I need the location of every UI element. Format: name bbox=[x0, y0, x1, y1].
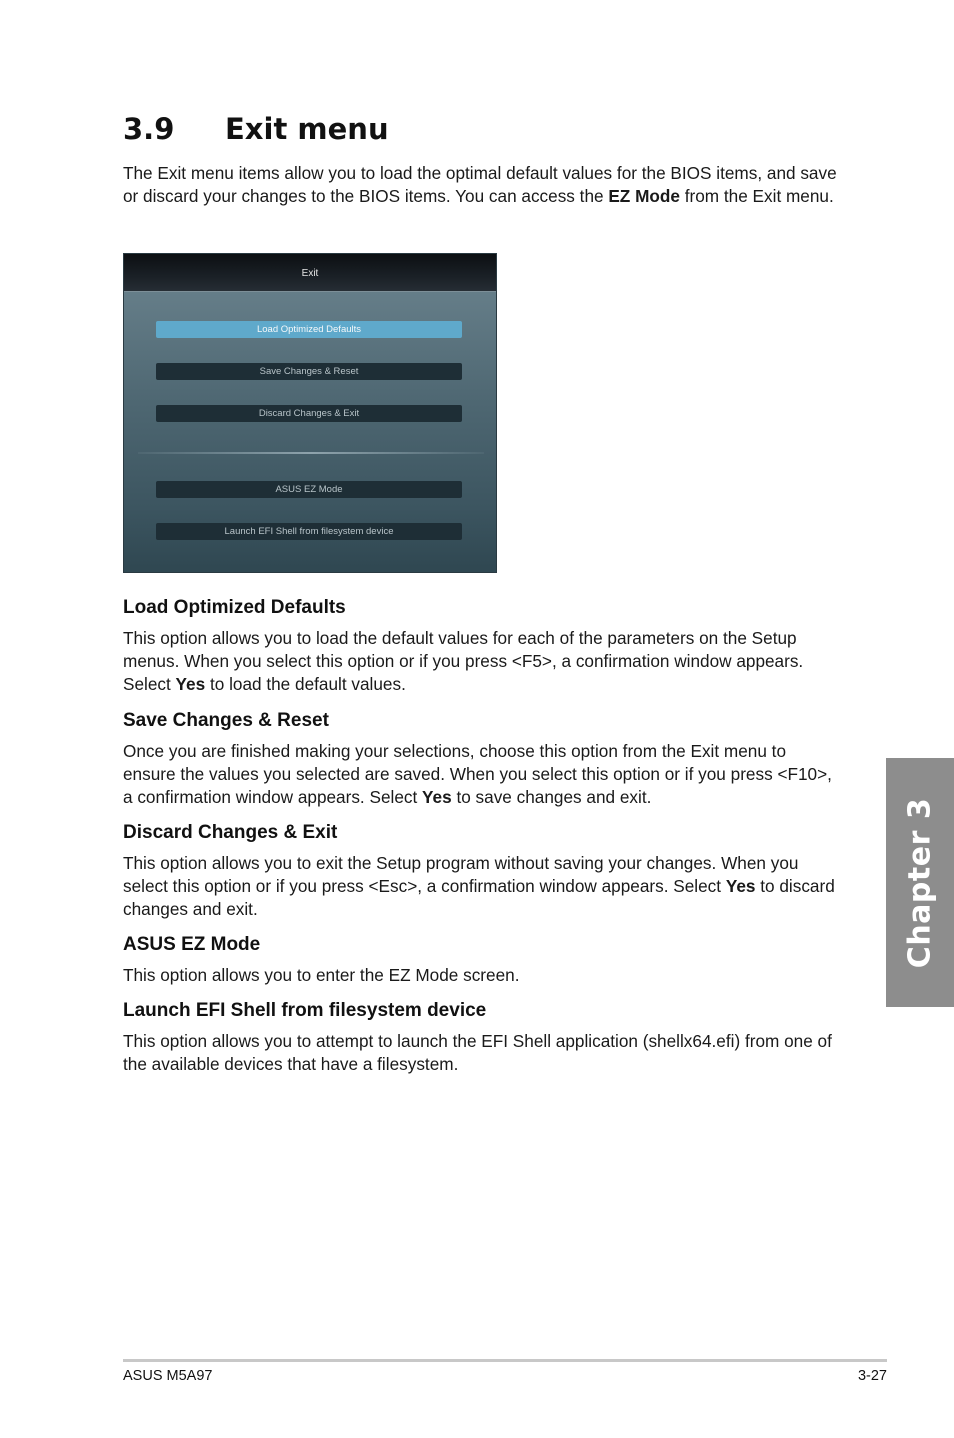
section-number: 3.9 bbox=[123, 112, 175, 146]
load-defaults-desc: This option allows you to load the default values for each of the parameters on the Setup menus. When you select this option or if you press <F5>, a confirmation window appears. Select bbox=[123, 628, 804, 694]
discard-exit-desc: This option allows you to exit the Setup program without saving your changes. When you select this option or if you press <Esc>, a confirmation window appears. Select bbox=[123, 853, 799, 896]
discard-exit-text bbox=[123, 852, 843, 921]
bios-item-load-optimized-defaults[interactable]: Load Optimized Defaults bbox=[156, 321, 462, 338]
ez-mode-text: This option allows you to enter the EZ Mode screen. bbox=[123, 965, 520, 985]
footer-product-name: ASUS M5A97 bbox=[123, 1368, 213, 1384]
footer-page-number: 3-27 bbox=[857, 1368, 887, 1384]
efi-shell-text: This option allows you to attempt to launch the EFI Shell application (shellx64.efi) from one of the available devices that have a filesystem. bbox=[123, 1031, 832, 1074]
chapter-tab-label: Chapter 3 bbox=[902, 797, 938, 968]
ez-mode-heading: ASUS EZ Mode bbox=[123, 934, 261, 955]
bios-divider bbox=[138, 452, 484, 454]
intro-paragraph bbox=[123, 162, 843, 208]
efi-shell-heading: Launch EFI Shell from filesystem device bbox=[123, 1000, 487, 1021]
save-reset-yes: Yes bbox=[422, 787, 452, 807]
footer-divider bbox=[123, 1359, 887, 1362]
discard-exit-yes: Yes bbox=[725, 876, 756, 896]
load-defaults-desc-end: to load the default values. bbox=[205, 674, 406, 694]
bios-item-save-changes-reset[interactable]: Save Changes & Reset bbox=[156, 363, 462, 380]
load-defaults-yes: Yes bbox=[175, 674, 206, 694]
bios-item-discard-changes-exit[interactable]: Discard Changes & Exit bbox=[156, 405, 462, 422]
save-reset-text bbox=[123, 740, 843, 809]
discard-exit-desc-end: to discard changes and exit. bbox=[123, 876, 835, 919]
bios-item-asus-ez-mode[interactable]: ASUS EZ Mode bbox=[156, 481, 462, 498]
section-heading bbox=[123, 112, 389, 146]
save-reset-desc-end: to save changes and exit. bbox=[451, 787, 652, 807]
section-title: Exit menu bbox=[225, 112, 389, 146]
discard-exit-heading: Discard Changes & Exit bbox=[123, 822, 338, 843]
bios-item-launch-efi-shell[interactable]: Launch EFI Shell from filesystem device bbox=[156, 523, 462, 540]
load-defaults-text bbox=[123, 627, 843, 696]
bios-title-bar: Exit bbox=[124, 254, 496, 292]
bios-exit-screenshot bbox=[123, 253, 497, 573]
load-defaults-heading: Load Optimized Defaults bbox=[123, 597, 346, 618]
save-reset-heading: Save Changes & Reset bbox=[123, 710, 329, 731]
save-reset-desc: Once you are finished making your selections, choose this option from the Exit menu to ensure the values you selected are saved. When you select this option or if you press <F10>, a confirmation window appears. Select bbox=[123, 741, 832, 807]
intro-bold: EZ Mode bbox=[608, 186, 680, 206]
intro-text-end: from the Exit menu. bbox=[679, 186, 834, 206]
intro-text: The Exit menu items allow you to load the optimal default values for the BIOS items, and save or discard your changes to the BIOS items. You can access the bbox=[123, 163, 837, 206]
chapter-tab bbox=[886, 758, 954, 1007]
